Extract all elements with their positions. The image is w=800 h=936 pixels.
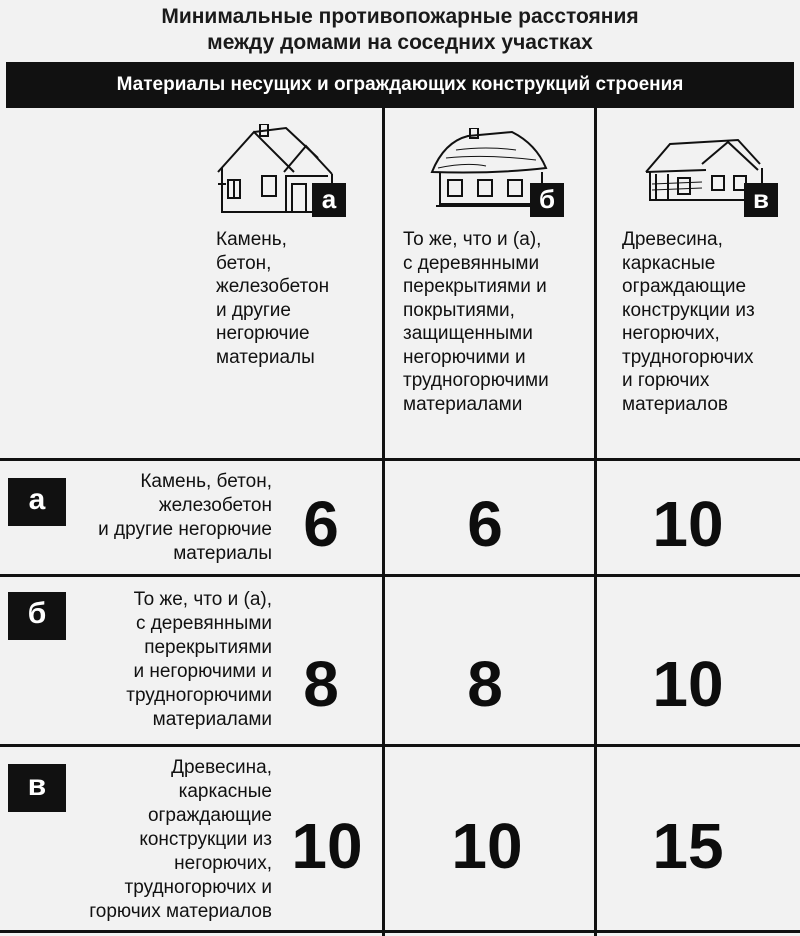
row-divider-2 <box>0 574 800 577</box>
column-a-badge: а <box>312 183 346 217</box>
row-a-text: Камень, бетон, железобетон и другие негорючие материалы <box>98 471 272 564</box>
column-divider-1 <box>382 108 385 936</box>
value-b-b: 8 <box>467 648 503 720</box>
column-c-text: Древесина, каркасные ограждающие конструкции из негорючих, трудногорючих и горючих материалов <box>622 229 755 415</box>
column-b-text: То же, что и (а), с деревянными перекрытиями и покрытиями, защищенными негорючими и трудногорючими материалами <box>403 229 549 415</box>
page-title: Минимальные противопожарные расстояния между домами на соседних участках <box>161 5 639 54</box>
column-divider-2 <box>594 108 597 936</box>
column-a-text: Камень, бетон, железобетон и другие негорючие материалы <box>216 229 330 368</box>
row-a-badge: а <box>8 478 66 526</box>
row-divider-3 <box>0 744 800 747</box>
column-c-badge: в <box>744 183 778 217</box>
value-b-a: 8 <box>303 648 339 720</box>
value-c-a: 10 <box>291 810 363 882</box>
row-c-badge: в <box>8 764 66 812</box>
row-b-badge: б <box>8 592 66 640</box>
value-a-c: 10 <box>652 488 724 560</box>
row-divider-bottom <box>0 930 800 933</box>
materials-header: Материалы несущих и ограждающих конструкций строения <box>6 62 794 108</box>
value-a-b: 6 <box>467 488 503 560</box>
row-c-text: Древесина, каркасные ограждающие конструкции из негорючих, трудногорючих и горючих материалов <box>89 757 272 922</box>
value-a-a: 6 <box>303 488 339 560</box>
row-b-text: То же, что и (а), с деревянными перекрытиями и негорючими и трудногорючими материалами <box>126 589 272 730</box>
column-b-badge: б <box>530 183 564 217</box>
value-b-c: 10 <box>652 648 724 720</box>
value-c-c: 15 <box>652 810 724 882</box>
value-c-b: 10 <box>451 810 523 882</box>
row-divider-1 <box>0 458 800 461</box>
